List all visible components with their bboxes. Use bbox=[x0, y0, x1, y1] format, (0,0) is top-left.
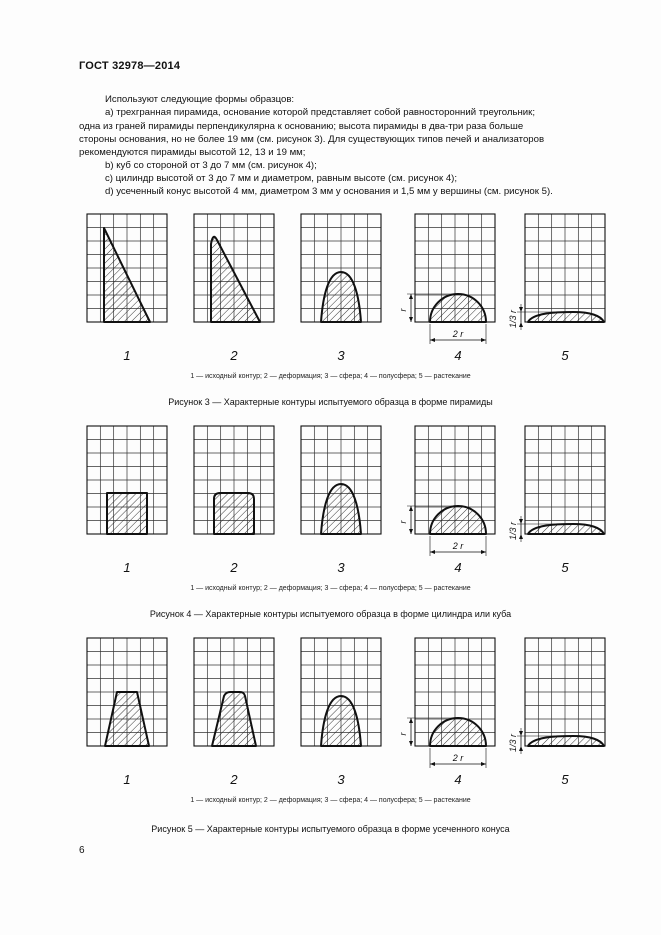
hemisphere-shape bbox=[430, 718, 486, 746]
sphere-shape bbox=[321, 696, 361, 746]
diameter-label: 2 r bbox=[452, 541, 464, 551]
grid-panel-5 bbox=[525, 214, 605, 322]
diameter-label: 2 r bbox=[452, 753, 464, 763]
hemisphere-shape bbox=[430, 294, 486, 322]
third-radius-label: 1/3 r bbox=[508, 733, 518, 753]
sphere-shape bbox=[321, 272, 361, 322]
radius-label: r bbox=[398, 520, 408, 524]
figure-4 bbox=[87, 426, 605, 575]
panel-number-5: 5 bbox=[561, 348, 569, 363]
spread-shape bbox=[528, 524, 604, 534]
figure-3-title: Рисунок 3 — Характерные контуры испытуемого образца в форме пирамиды bbox=[168, 397, 493, 407]
item-c: c) цилиндр высотой от 3 до 7 мм и диаметром, равным высоте (см. рисунок 4); bbox=[105, 173, 458, 184]
figure-3-caption: 1 — исходный контур; 2 — деформация; 3 — сфера; 4 — полусфера; 5 — растекание bbox=[190, 373, 471, 380]
panel-number-4: 4 bbox=[454, 348, 462, 363]
spread-shape bbox=[528, 312, 604, 322]
panel-number-3: 3 bbox=[337, 560, 345, 575]
item-b: b) куб со стороной от 3 до 7 мм (см. рисунок 4); bbox=[105, 160, 317, 171]
paragraph-intro: Используют следующие формы образцов: bbox=[105, 94, 295, 105]
figure-4-title: Рисунок 4 — Характерные контуры испытуемого образца в форме цилиндра или куба bbox=[149, 609, 512, 619]
panel-number-3: 3 bbox=[337, 348, 345, 363]
figure-3 bbox=[87, 214, 605, 363]
panel-number-3: 3 bbox=[337, 772, 345, 787]
item-a-line-3: стороны основания, но не более 19 мм (см. рисунок 3). Для существующих типов печей и анализаторов bbox=[79, 134, 545, 145]
document-header: ГОСТ 32978—2014 bbox=[79, 60, 181, 72]
item-a-line-2: одна из граней пирамиды перпендикулярна к основанию; высота пирамиды в два-три раза больше bbox=[79, 121, 524, 132]
radius-label: r bbox=[398, 308, 408, 312]
pyramid-deformed-shape bbox=[211, 237, 260, 322]
figure-5-title: Рисунок 5 — Характерные контуры испытуемого образца в форме усеченного конуса bbox=[151, 824, 510, 834]
panel-number-5: 5 bbox=[561, 560, 569, 575]
cone-original-shape bbox=[105, 692, 149, 746]
cube-original-shape bbox=[107, 493, 147, 534]
panel-number-4: 4 bbox=[454, 772, 462, 787]
grid-panel-5 bbox=[525, 638, 605, 746]
panel-number-1: 1 bbox=[123, 348, 131, 363]
grid-panel-5 bbox=[525, 426, 605, 534]
figure-5-caption: 1 — исходный контур; 2 — деформация; 3 — сфера; 4 — полусфера; 5 — растекание bbox=[190, 797, 471, 804]
diameter-label: 2 r bbox=[452, 329, 464, 339]
spread-shape bbox=[528, 736, 604, 746]
cone-deformed-shape bbox=[212, 692, 256, 746]
third-radius-label: 1/3 r bbox=[508, 309, 518, 329]
panel-number-2: 2 bbox=[230, 348, 238, 363]
cube-deformed-shape bbox=[214, 493, 254, 534]
page-number: 6 bbox=[79, 845, 85, 856]
radius-label: r bbox=[398, 732, 408, 736]
panel-number-4: 4 bbox=[454, 560, 462, 575]
item-a-line-1: a) трехгранная пирамида, основание которой представляет собой равносторонний треугольник; bbox=[105, 107, 536, 118]
panel-number-1: 1 bbox=[123, 772, 131, 787]
hemisphere-shape bbox=[430, 506, 486, 534]
panel-number-2: 2 bbox=[230, 772, 238, 787]
item-d: d) усеченный конус высотой 4 мм, диаметром 3 мм у основания и 1,5 мм у вершины (см. рисунок 5). bbox=[105, 186, 553, 197]
panel-number-2: 2 bbox=[230, 560, 238, 575]
panel-number-5: 5 bbox=[561, 772, 569, 787]
figure-5 bbox=[87, 638, 605, 787]
third-radius-label: 1/3 r bbox=[508, 521, 518, 541]
item-a-line-4: рекомендуются пирамиды высотой 12, 13 и 19 мм; bbox=[79, 147, 306, 158]
sphere-shape bbox=[321, 484, 361, 534]
figure-4-caption: 1 — исходный контур; 2 — деформация; 3 — сфера; 4 — полусфера; 5 — растекание bbox=[190, 585, 471, 592]
panel-number-1: 1 bbox=[123, 560, 131, 575]
